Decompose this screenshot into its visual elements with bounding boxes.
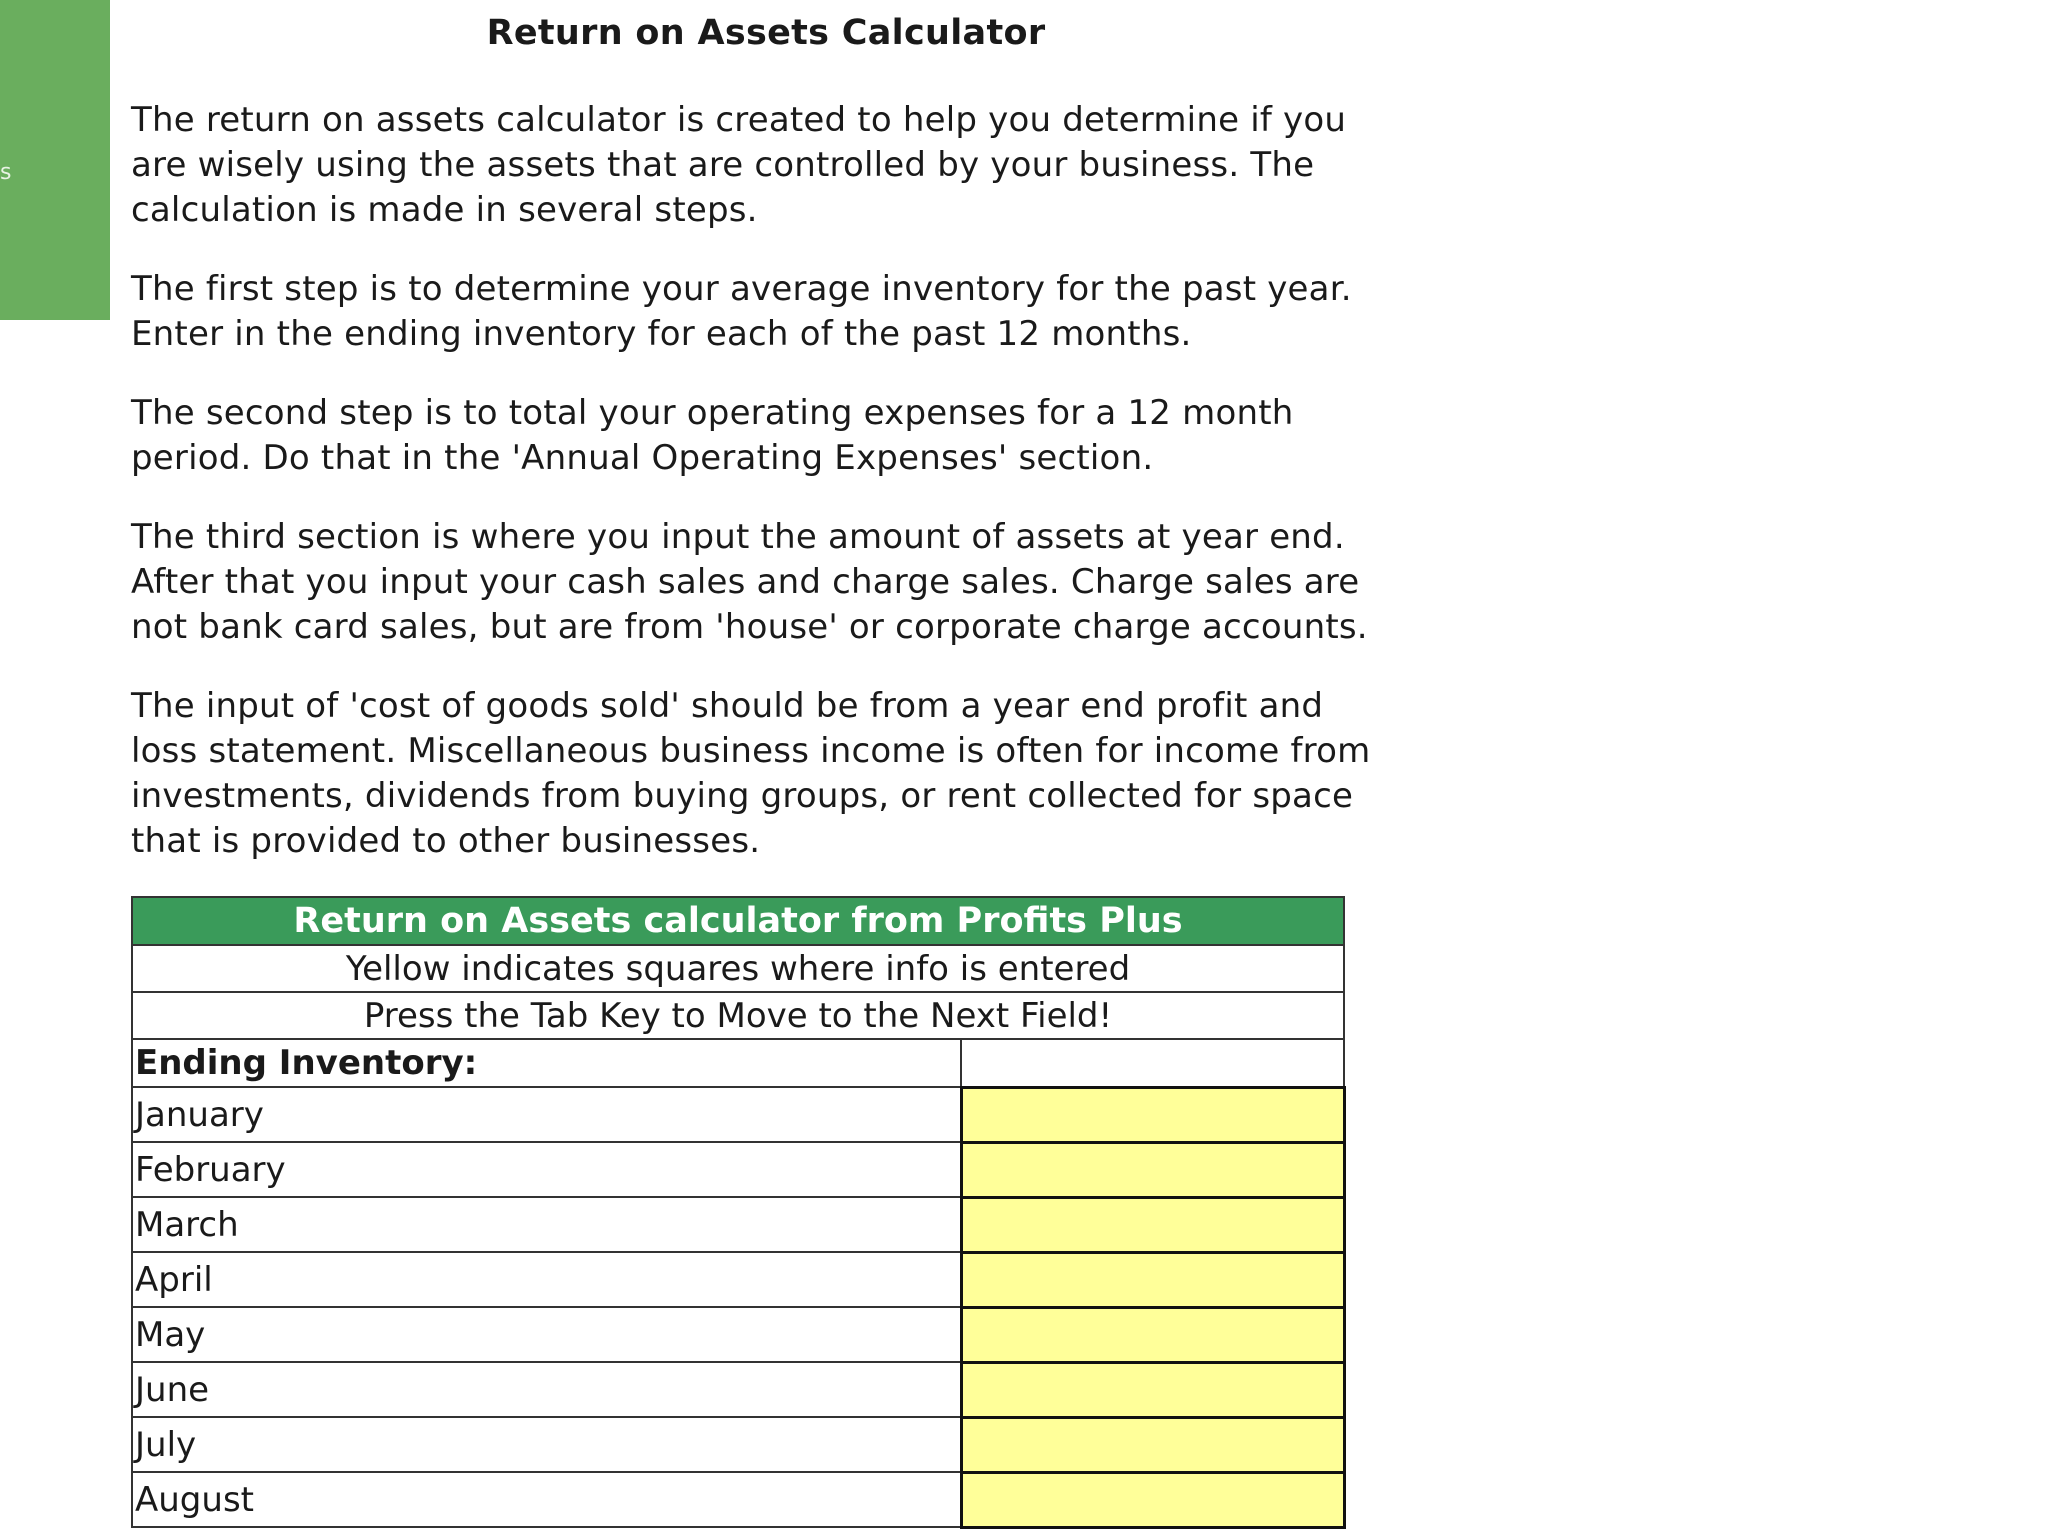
month-label-august: August — [132, 1472, 961, 1527]
august-input[interactable] — [963, 1484, 1343, 1519]
page-title: Return on Assets Calculator — [486, 13, 1046, 53]
january-input[interactable] — [963, 1099, 1343, 1134]
january-input-cell — [961, 1087, 1344, 1142]
february-input[interactable] — [963, 1154, 1343, 1189]
table-row — [132, 1087, 1344, 1142]
note-yellow: Yellow indicates squares where info is entered — [132, 945, 1344, 992]
content — [131, 0, 1381, 864]
table-row — [132, 1252, 1344, 1307]
month-label-july: July — [132, 1417, 961, 1472]
month-label-february: February — [132, 1142, 961, 1197]
month-label-january: January — [132, 1087, 961, 1142]
table-row — [132, 1472, 1344, 1527]
calculator-table — [131, 896, 1346, 1529]
july-input[interactable] — [963, 1429, 1343, 1464]
note-yellow-row — [132, 945, 1344, 992]
side-panel — [0, 0, 110, 320]
table-row — [132, 1417, 1344, 1472]
side-panel-label: s — [0, 160, 12, 185]
intro-paragraph: The return on assets calculator is created to help you determine if you are wisely using the assets that are controlled by your business. The calculation is made in several steps. — [131, 100, 1347, 230]
table-row — [132, 1197, 1344, 1252]
step-three-paragraph: The third section is where you input the amount of assets at year end. After that you input your cash sales and charge sales. Charge sales are not bank card sales, but are from 'house' or corporate charge accounts. — [131, 517, 1368, 647]
calculator-header: Return on Assets calculator from Profits Plus — [132, 897, 1344, 945]
step-two-paragraph: The second step is to total your operating expenses for a 12 month period. Do that in the 'Annual Operating Expenses' section. — [131, 393, 1294, 478]
section-label-ending-inventory: Ending Inventory: — [132, 1039, 961, 1087]
march-input[interactable] — [963, 1209, 1343, 1244]
note-tab-row — [132, 992, 1344, 1039]
april-input[interactable] — [963, 1264, 1343, 1299]
march-input-cell — [961, 1197, 1344, 1252]
june-input[interactable] — [963, 1374, 1343, 1409]
table-row — [132, 1307, 1344, 1362]
month-label-may: May — [132, 1307, 961, 1362]
table-row — [132, 1362, 1344, 1417]
april-input-cell — [961, 1252, 1344, 1307]
month-label-march: March — [132, 1197, 961, 1252]
may-input[interactable] — [963, 1319, 1343, 1354]
section-blank-cell — [961, 1039, 1344, 1087]
june-input-cell — [961, 1362, 1344, 1417]
may-input-cell — [961, 1307, 1344, 1362]
august-input-cell — [961, 1472, 1344, 1527]
section-row — [132, 1039, 1344, 1087]
month-label-april: April — [132, 1252, 961, 1307]
july-input-cell — [961, 1417, 1344, 1472]
cogs-paragraph: The input of 'cost of goods sold' should be from a year end profit and loss statement. Miscellaneous business income is often for income from investments, dividends from buying groups, or rent collected for space that is provided to other businesses. — [131, 686, 1371, 861]
note-tab: Press the Tab Key to Move to the Next Field! — [132, 992, 1344, 1039]
calculator-header-row — [132, 897, 1344, 945]
month-label-june: June — [132, 1362, 961, 1417]
february-input-cell — [961, 1142, 1344, 1197]
table-row — [132, 1142, 1344, 1197]
step-one-paragraph: The first step is to determine your average inventory for the past year. Enter in the ending inventory for each of the past 12 months. — [131, 269, 1352, 354]
